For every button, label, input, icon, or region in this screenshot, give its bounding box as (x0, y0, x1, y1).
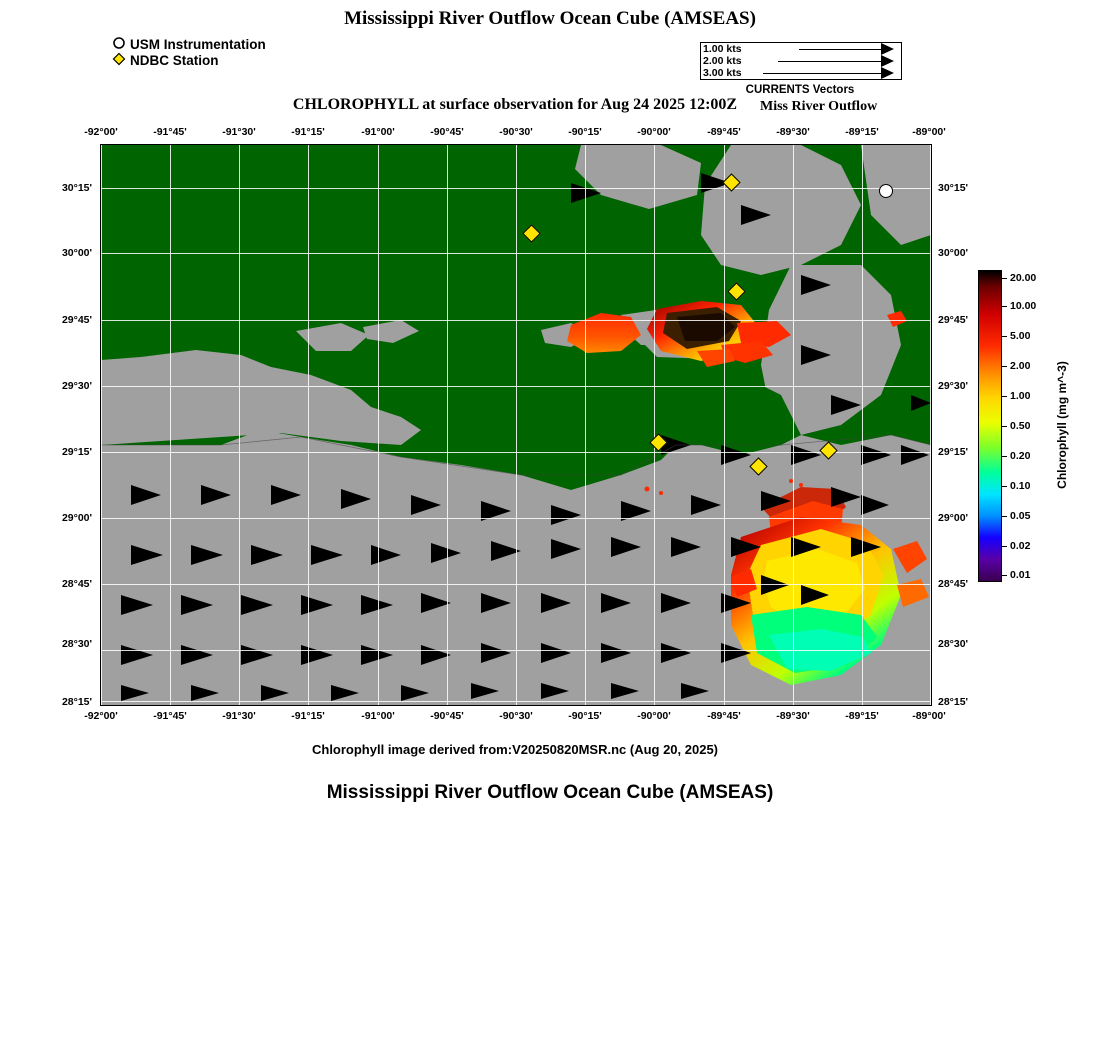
lon-tick-bottom-6: -90°30' (499, 710, 533, 722)
vector-key-arrow-2 (881, 55, 894, 67)
colorbar-tick-10 (1001, 575, 1007, 576)
lon-tick-bottom-7: -90°15' (568, 710, 602, 722)
vector-key-arrow-1 (881, 43, 894, 55)
vector-key-line-2 (778, 61, 881, 62)
lon-tick-bottom-1: -91°45' (153, 710, 187, 722)
vector-key-label-1: 1.00 kts (703, 43, 742, 55)
gridline-lat-1 (101, 253, 931, 254)
colorbar-tick-5 (1001, 426, 1007, 427)
lon-tick-top-9: -89°45' (707, 126, 741, 138)
colorbar-label-6: 0.20 (1010, 450, 1031, 462)
lon-tick-bottom-0: -92°00' (84, 710, 118, 722)
colorbar-label-9: 0.02 (1010, 540, 1031, 552)
legend-usm-label: USM Instrumentation (130, 37, 266, 52)
gridline-lon-5 (447, 145, 448, 705)
lon-tick-top-5: -90°45' (430, 126, 464, 138)
lon-tick-bottom-12: -89°00' (912, 710, 946, 722)
colorbar-label-7: 0.10 (1010, 480, 1031, 492)
colorbar-tick-0 (1001, 278, 1007, 279)
gridline-lon-12 (930, 145, 931, 705)
lat-tick-right-1: 30°00' (938, 247, 969, 259)
lat-tick-left-7: 28°30' (61, 638, 92, 650)
vector-key-label-2: 2.00 kts (703, 55, 742, 67)
colorbar-tick-7 (1001, 486, 1007, 487)
footer-title: Mississippi River Outflow Ocean Cube (AMSEAS) (326, 782, 774, 803)
source-note: Chlorophyll image derived from:V20250820MSR.nc (Aug 20, 2025) (311, 742, 719, 757)
lon-tick-top-12: -89°00' (912, 126, 946, 138)
lon-tick-top-7: -90°15' (568, 126, 602, 138)
lat-tick-right-5: 29°00' (938, 512, 969, 524)
colorbar-axis-title: Chlorophyll (mg m^-3) (1055, 361, 1069, 489)
colorbar-tick-2 (1001, 336, 1007, 337)
gridline-lon-2 (239, 145, 240, 705)
gridline-lon-1 (170, 145, 171, 705)
lat-tick-right-7: 28°30' (938, 638, 969, 650)
page-title: Mississippi River Outflow Ocean Cube (AMSEAS) (344, 8, 756, 29)
gridline-lat-0 (101, 188, 931, 189)
map-layers (101, 145, 931, 705)
gridline-lat-3 (101, 386, 931, 387)
lon-tick-top-11: -89°15' (845, 126, 879, 138)
gridline-lon-10 (793, 145, 794, 705)
legend-ndbc-label: NDBC Station (130, 53, 219, 68)
gridline-lon-3 (308, 145, 309, 705)
lat-tick-left-8: 28°15' (61, 696, 92, 708)
colorbar-tick-9 (1001, 546, 1007, 547)
colorbar-label-10: 0.01 (1010, 569, 1031, 581)
colorbar-tick-3 (1001, 366, 1007, 367)
lon-tick-top-10: -89°30' (776, 126, 810, 138)
lat-tick-left-1: 30°00' (61, 247, 92, 259)
currents-vector-key (700, 42, 902, 80)
lon-tick-top-6: -90°30' (499, 126, 533, 138)
gridline-lat-5 (101, 518, 931, 519)
colorbar-label-2: 5.00 (1010, 330, 1031, 342)
lon-tick-top-0: -92°00' (84, 126, 118, 138)
lat-tick-right-8: 28°15' (938, 696, 969, 708)
gridline-lon-9 (724, 145, 725, 705)
gridline-lat-2 (101, 320, 931, 321)
colorbar-tick-8 (1001, 516, 1007, 517)
lat-tick-right-2: 29°45' (938, 314, 969, 326)
lat-tick-left-3: 29°30' (61, 380, 92, 392)
colorbar-label-8: 0.05 (1010, 510, 1031, 522)
lon-tick-bottom-3: -91°15' (291, 710, 325, 722)
lat-tick-left-4: 29°15' (61, 446, 92, 458)
lon-tick-bottom-2: -91°30' (222, 710, 256, 722)
gridline-lat-6 (101, 584, 931, 585)
lon-tick-top-3: -91°15' (291, 126, 325, 138)
colorbar-gradient (978, 270, 1002, 582)
lat-tick-left-5: 29°00' (61, 512, 92, 524)
lat-tick-right-6: 28°45' (938, 578, 969, 590)
gridline-lon-8 (654, 145, 655, 705)
colorbar-tick-1 (1001, 306, 1007, 307)
colorbar-tick-4 (1001, 396, 1007, 397)
lon-tick-top-1: -91°45' (153, 126, 187, 138)
lat-tick-left-0: 30°15' (61, 182, 92, 194)
lat-tick-left-6: 28°45' (61, 578, 92, 590)
lat-tick-right-0: 30°15' (938, 182, 969, 194)
vector-key-arrow-3 (881, 67, 894, 79)
vector-key-line-3 (763, 73, 881, 74)
gridline-lon-4 (378, 145, 379, 705)
colorbar-label-0: 20.00 (1010, 272, 1037, 284)
lat-tick-left-2: 29°45' (61, 314, 92, 326)
gridline-lat-4 (101, 452, 931, 453)
legend-usm-instrumentation (112, 36, 266, 53)
lon-tick-bottom-10: -89°30' (776, 710, 810, 722)
lon-tick-top-4: -91°00' (361, 126, 395, 138)
lon-tick-bottom-9: -89°45' (707, 710, 741, 722)
circle-marker-icon (112, 36, 130, 53)
chart-subtitle: CHLOROPHYLL at surface observation for Aug 24 2025 12:00Z (292, 96, 738, 113)
lon-tick-top-2: -91°30' (222, 126, 256, 138)
lon-tick-top-8: -90°00' (637, 126, 671, 138)
lat-tick-right-4: 29°15' (938, 446, 969, 458)
gridline-lon-7 (585, 145, 586, 705)
lon-tick-bottom-4: -91°00' (361, 710, 395, 722)
miss-river-outflow-label: Miss River Outflow (760, 99, 878, 114)
gridline-lat-8 (101, 701, 931, 702)
vector-key-label-3: 3.00 kts (703, 67, 742, 79)
map-canvas[interactable] (100, 144, 932, 706)
vector-key-line-1 (799, 49, 881, 50)
gridline-lon-11 (862, 145, 863, 705)
colorbar-label-5: 0.50 (1010, 420, 1031, 432)
gridline-lat-7 (101, 650, 931, 651)
vector-key-row-1 (703, 43, 742, 55)
vector-key-row-2 (703, 55, 742, 67)
lon-tick-bottom-11: -89°15' (845, 710, 879, 722)
colorbar-label-4: 1.00 (1010, 390, 1031, 402)
gridline-lon-0 (101, 145, 102, 705)
lon-tick-bottom-5: -90°45' (430, 710, 464, 722)
lon-tick-bottom-8: -90°00' (637, 710, 671, 722)
colorbar-label-1: 10.00 (1010, 300, 1037, 312)
usm-instrumentation-marker-1[interactable] (879, 184, 893, 198)
legend-ndbc-station (112, 52, 219, 69)
diamond-marker-icon (112, 52, 130, 69)
gridline-lon-6 (516, 145, 517, 705)
lat-tick-right-3: 29°30' (938, 380, 969, 392)
colorbar-label-3: 2.00 (1010, 360, 1031, 372)
vector-key-row-3 (703, 67, 742, 79)
currents-vectors-caption: CURRENTS Vectors (745, 84, 855, 96)
colorbar-tick-6 (1001, 456, 1007, 457)
